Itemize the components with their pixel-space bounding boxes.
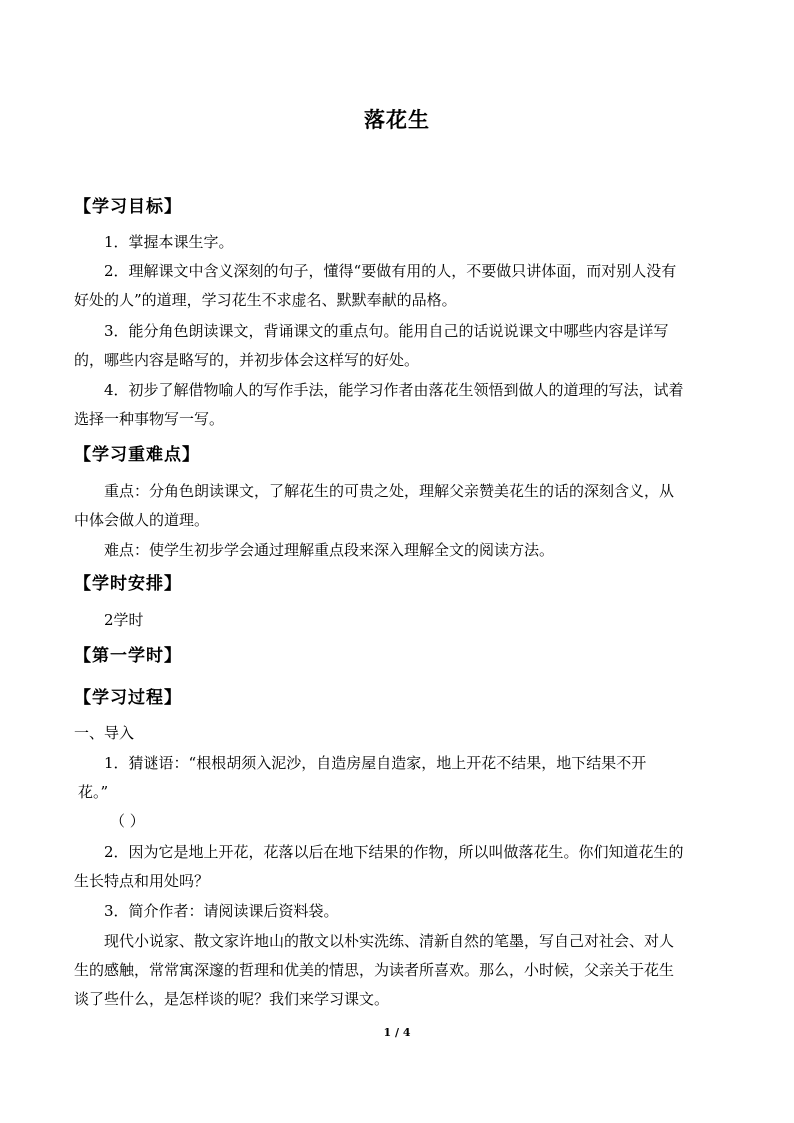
step-3: 3．简介作者：请阅读课后资料袋。	[104, 902, 339, 920]
key-points-heading: 【学习重难点】	[74, 445, 200, 465]
objective-item-3-line-2: 的，哪些内容是略写的，并初步体会这样写的好处。	[74, 351, 420, 369]
author-paragraph-line-1: 现代小说家、散文家许地山的散文以朴实洗练、清新自然的笔墨，写自己对社会、对人	[104, 932, 675, 950]
author-paragraph-line-3: 谈了些什么，是怎样谈的呢？我们来学习课文。	[74, 990, 390, 1008]
key-difficulty: 难点：使学生初步学会通过理解重点段来深入理解全文的阅读方法。	[104, 541, 555, 559]
objective-item-4-line-1: 4．初步了解借物喻人的写作手法，能学习作者由落花生领悟到做人的道理的写法，试着	[104, 381, 684, 399]
objectives-heading: 【学习目标】	[74, 197, 182, 217]
step-2-line-1: 2．因为它是地上开花，花落以后在地下结果的作物，所以叫做落花生。你们知道花生的	[104, 843, 684, 861]
riddle-answer-blank: （ ）	[110, 812, 145, 830]
first-period-heading: 【第一学时】	[74, 646, 182, 666]
objective-item-4-line-2: 选择一种事物写一写。	[74, 410, 225, 428]
objective-item-1: 1．掌握本课生字。	[104, 233, 234, 251]
schedule-value: 2学时	[104, 611, 144, 629]
riddle-line-1: 1．猜谜语：“根根胡须入泥沙，自造房屋自造家，地上开花不结果，地下结果不开	[104, 754, 647, 772]
process-heading: 【学习过程】	[74, 688, 182, 708]
author-paragraph-line-2: 生的感触，常常寓深邃的哲理和优美的情思，为读者所喜欢。那么，小时候，父亲关于花生	[74, 961, 675, 979]
process-part-1: 一、导入	[74, 724, 135, 742]
step-2-line-2: 生长特点和用处吗？	[74, 872, 210, 890]
objective-item-2-line-1: 2．理解课文中含义深刻的句子，懂得“要做有用的人，不要做只讲体面，而对别人没有	[104, 262, 677, 280]
page-title: 落花生	[364, 107, 430, 132]
riddle-line-2: 花。”	[78, 783, 109, 801]
objective-item-3-line-1: 3．能分角色朗读课文，背诵课文的重点句。能用自己的话说说课文中哪些内容是详写	[104, 322, 669, 340]
key-focus-line-2: 中体会做人的道理。	[74, 511, 210, 529]
schedule-heading: 【学时安排】	[74, 574, 182, 594]
page-number: 1 / 4	[383, 1026, 411, 1039]
key-focus-line-1: 重点：分角色朗读课文，了解花生的可贵之处，理解父亲赞美花生的话的深刻含义，从	[104, 482, 675, 500]
objective-item-2-line-2: 好处的人”的道理，学习花生不求虚名、默默奉献的品格。	[74, 291, 457, 309]
